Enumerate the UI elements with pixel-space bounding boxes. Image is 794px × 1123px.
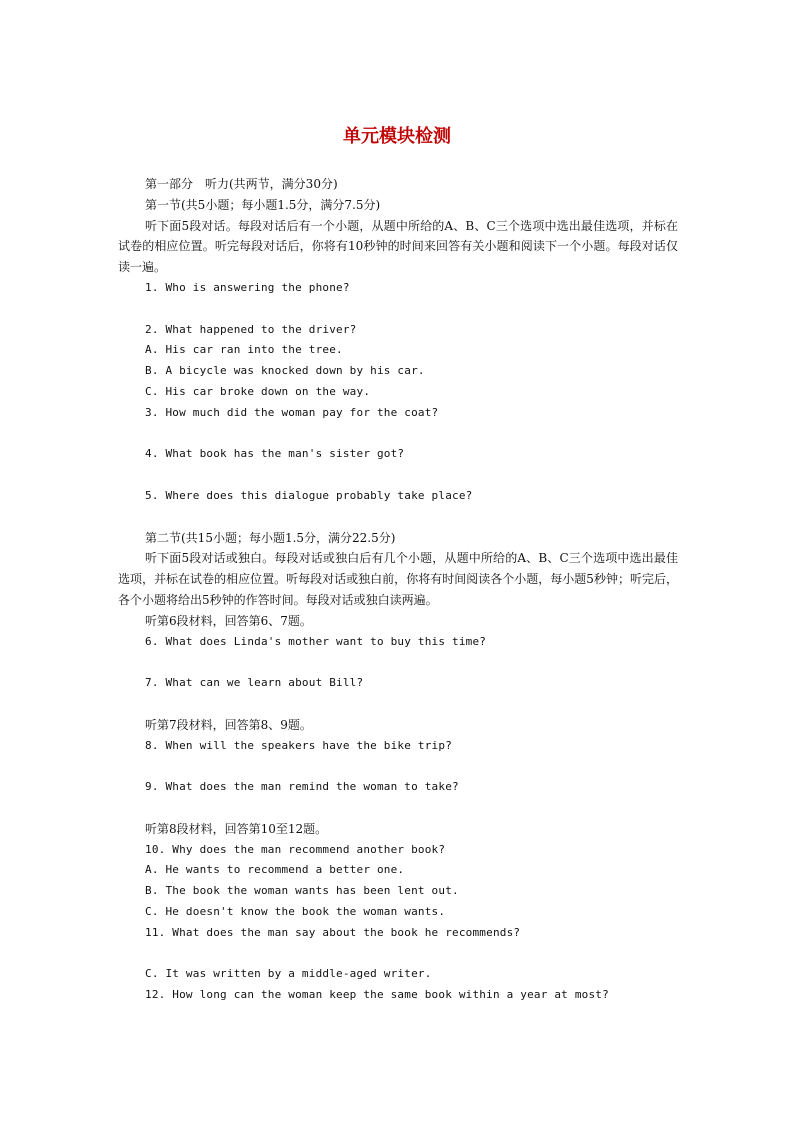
question-12-stem: 12. How long can the woman keep the same book within a year at most? [145,988,609,1002]
option-c: C. He doesn't know the book the woman wants. [145,904,446,918]
question-9-options [118,798,678,819]
question-11-stem: 11. What does the man say about the book he recommends? [145,925,521,939]
question-3-stem: 3. How much did the woman pay for the coat? [145,405,439,419]
material-7-heading: 听第7段材料，回答第8、9题。 [145,717,312,732]
section1-instructions: 听下面5段对话。每段对话后有一个小题，从题中所给的A、B、C三个选项中选出最佳选项，并标在试卷的相应位置。听完每段对话后，你将有10秒钟的时间来回答有关小题和阅读下一个小题。每段对话仅读一遍。 [118,218,678,275]
question-7-stem: 7. What can we learn about Bill? [145,676,364,690]
question-7-options [118,694,678,715]
question-6-stem: 6. What does Linda's mother want to buy this time? [145,634,487,648]
question-2-stem: 2. What happened to the driver? [145,322,357,336]
option-b: B. The book the woman wants has been lent out. [145,884,459,898]
question-10-stem: 10. Why does the man recommend another book? [145,842,446,856]
section1-heading: 第一节(共5小题；每小题1.5分，满分7.5分) [145,197,381,212]
question-12-options [118,1006,678,1027]
question-1-stem: 1. Who is answering the phone? [145,280,350,294]
option-b: B. A bicycle was knocked down by his car. [145,364,425,378]
question-6-options [118,652,678,673]
section2-heading: 第二节(共15小题；每小题1.5分，满分22.5分) [145,530,396,545]
material-6-heading: 听第6段材料，回答第6、7题。 [145,613,312,628]
option-a: A. He wants to recommend a better one. [145,863,405,877]
question-3-options [118,424,678,445]
option-a: A. His car ran into the tree. [145,343,343,357]
question-4-options [118,465,678,486]
page-title: 单元模块检测 [343,126,451,147]
part1-heading: 第一部分 听力(共两节，满分30分) [145,177,338,191]
option-c: C. It was written by a middle-aged writer. [145,967,432,981]
question-11-options [118,943,678,964]
section2-instructions: 听下面5段对话或独白。每段对话或独白后有几个小题，从题中所给的A、B、C三个选项中选出最佳选项，并标在试卷的相应位置。听每段对话或独白前，你将有时间阅读各个小题，每小题5秒钟；听完后，各个小题将给出5秒钟的作答时间。每段对话或独白读两遍。 [118,551,678,607]
question-5-stem: 5. Where does this dialogue probably take place? [145,488,473,502]
question-9-stem: 9. What does the man remind the woman to take? [145,780,459,794]
question-8-options [118,756,678,777]
question-4-stem: 4. What book has the man's sister got? [145,447,405,461]
question-1-options [118,299,678,320]
material-8-heading: 听第8段材料，回答第10至12题。 [145,821,328,836]
option-c: C. His car broke down on the way. [145,384,371,398]
question-8-stem: 8. When will the speakers have the bike trip? [145,738,453,752]
exam-content [118,174,678,1027]
question-5-options [118,507,678,528]
